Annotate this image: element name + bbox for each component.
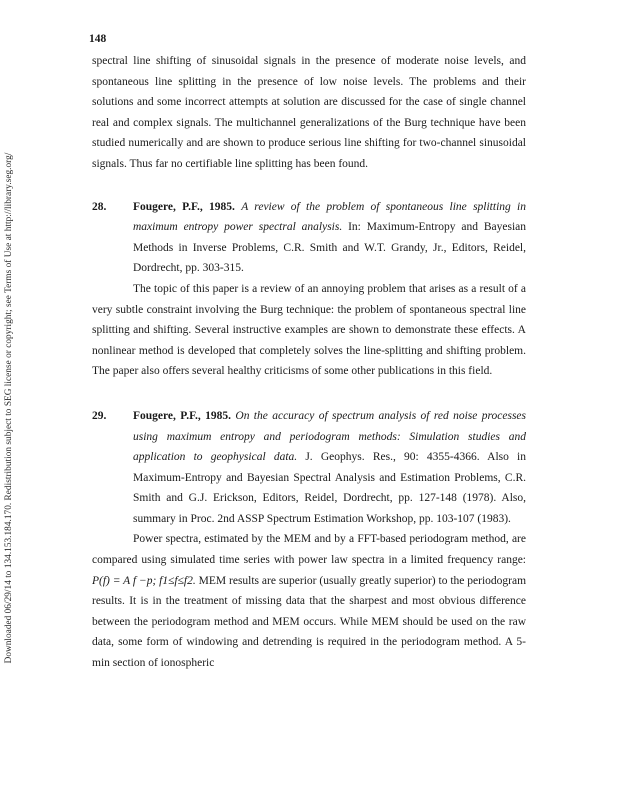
reference-entry-29 xyxy=(92,406,526,530)
power-law-formula: P(f) = A f −p; f1≤f≤f2. xyxy=(92,574,196,587)
abstract-text-after-formula: MEM results are superior (usually greatly superior) to the periodogram results. It is in the treatment of missing data that the sharpest and most obvious difference between the periodogram method and MEM occurs. While MEM should be used on the raw data, some form of windowing and detrending is required in the periodogram method. A 5-min section of ionospheric xyxy=(92,574,527,670)
page-number: 148 xyxy=(89,33,107,45)
reference-title: On the accuracy of spectrum analysis of red noise processes using maximum entropy and periodogram methods: Simulation studies and application to geophysical data. xyxy=(133,409,527,464)
reference-entry-28 xyxy=(92,197,526,279)
reference-citation xyxy=(133,406,526,530)
reference-abstract xyxy=(92,529,526,673)
reference-source: J. Geophys. Res., 90: 4355-4366. Also in Maximum-Entropy and Bayesian Spectral Analysis and Estimation Problems, C.R. Smith and G.J. Erickson, Editors, Reidel, Dordrecht, pp. 127-148 (1978). Also, summary in Proc. 2nd ASSP Spectrum Estimation Workshop, pp. 103-107 (1983). xyxy=(133,451,526,525)
reference-author: Fougere, P.F., 1985. xyxy=(133,200,235,213)
intro-paragraph: spectral line shifting of sinusoidal signals in the presence of moderate noise levels, and spontaneous line splitting in the presence of low noise levels. The problems and their solutions and some incorrect attempts at solution are discussed for the case of single channel real and complex signals. The multichannel generalizations of the Burg technique have been studied numerically and are shown to produce serious line shifting for two-channel sinusoidal signals. Thus far no certifiable line splitting has been found. xyxy=(92,55,526,170)
reference-number: 29. xyxy=(92,409,107,422)
reference-author: Fougere, P.F., 1985. xyxy=(133,409,232,422)
reference-source: In: Maximum-Entropy and Bayesian Methods in Inverse Problems, C.R. Smith and W.T. Grandy, Jr., Editors, Reidel, Dordrecht, pp. 303-315. xyxy=(133,221,526,275)
abstract-text-before-formula: Power spectra, estimated by the MEM and by a FFT-based periodogram method, are compared using simulated time series with power law spectra in a limited frequency range: xyxy=(92,533,526,567)
reference-abstract: The topic of this paper is a review of an annoying problem that arises as a result of a very subtle constraint involving the Burg technique: the problem of spontaneous spectral line splitting and shifting. Several instructive examples are shown to demonstrate these effects. A nonlinear method is developed that completely solves the line-splitting and shifting problem. The paper also offers several healthy criticisms of some other publications in this field. xyxy=(92,282,526,378)
reference-number: 28. xyxy=(92,200,107,213)
reference-citation xyxy=(133,197,526,279)
download-notice-text: Downloaded 06/29/14 to 134.153.184.170. Redistribution subject to SEG license or copyright; see Terms of Use at http://library.seg.org/ xyxy=(4,152,14,664)
download-notice xyxy=(1,118,17,698)
page-body xyxy=(92,51,526,674)
reference-title: A review of the problem of spontaneous line splitting in maximum entropy power spectral analysis. xyxy=(133,200,526,234)
